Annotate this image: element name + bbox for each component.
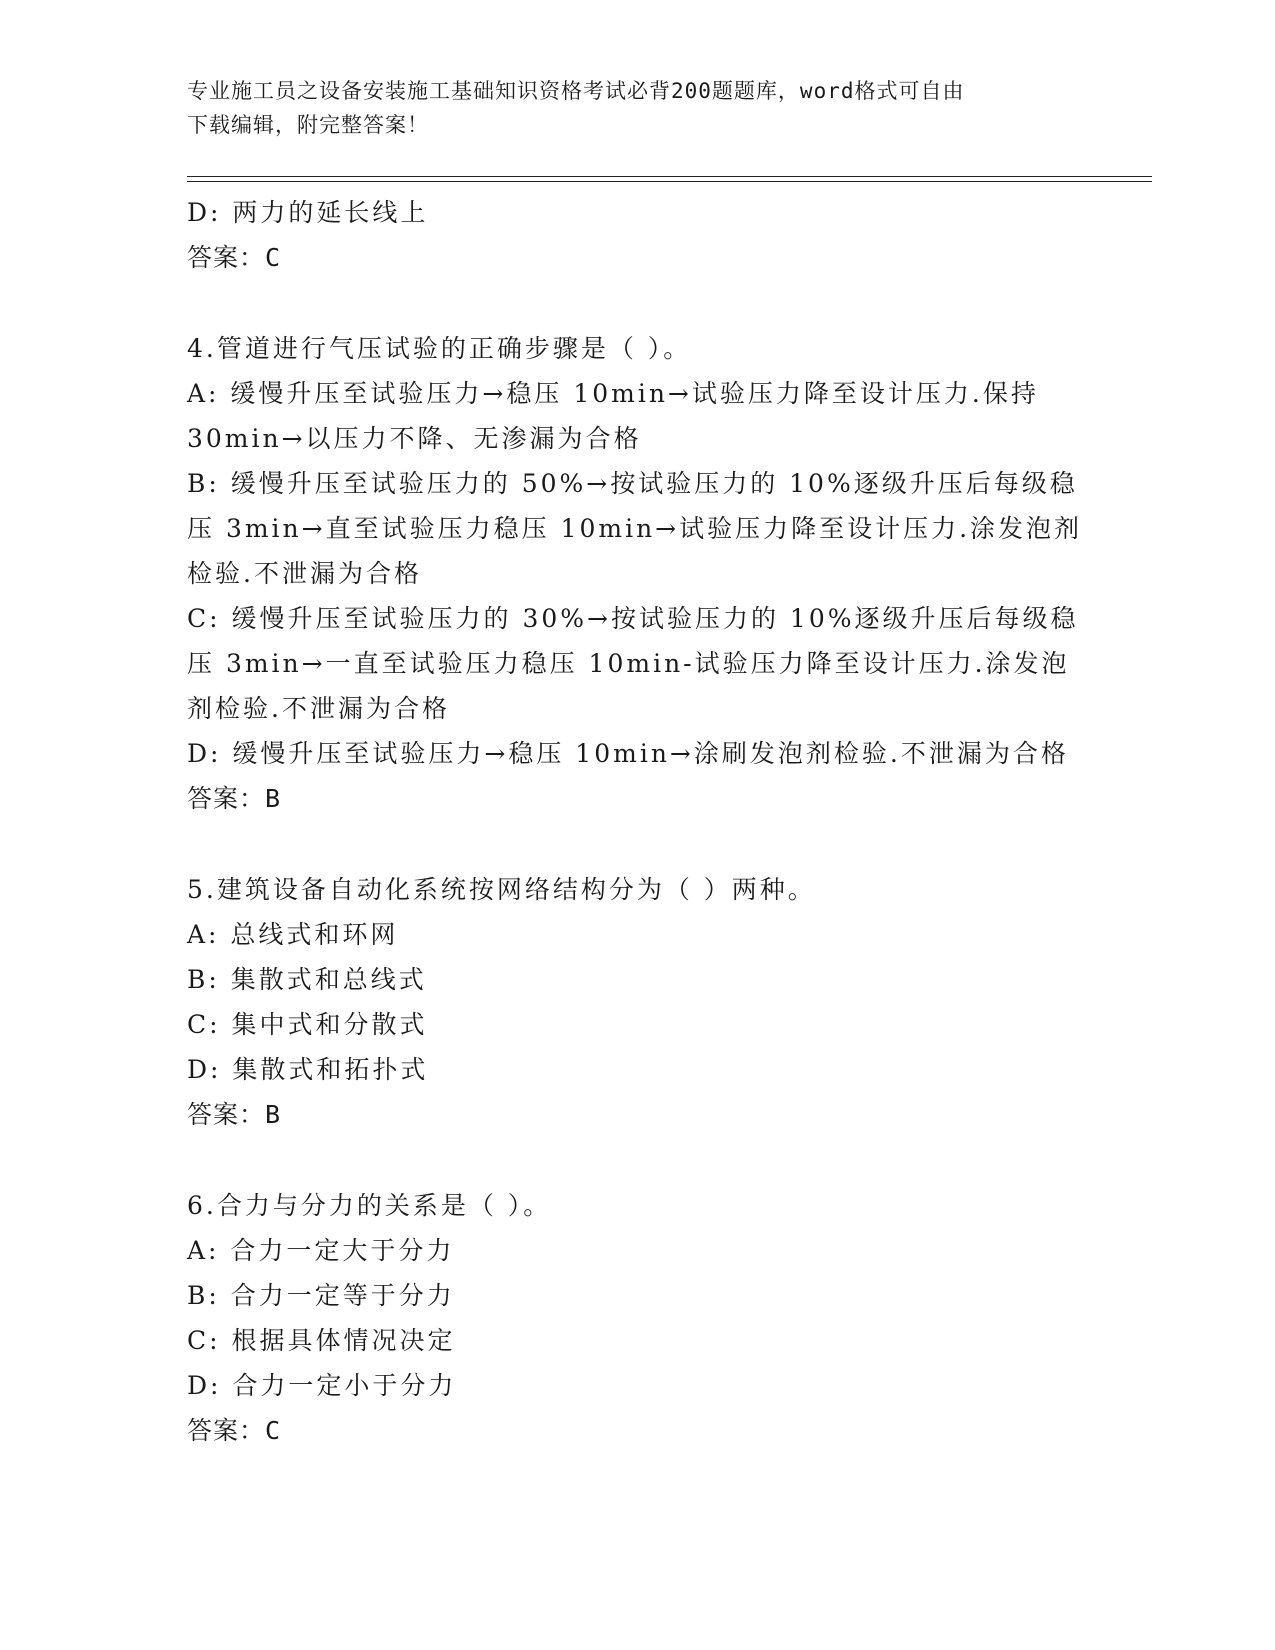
q5-answer: 答案：B — [187, 1100, 282, 1129]
q5-option-c: C: 集中式和分散式 — [187, 1010, 428, 1039]
header-rule-top — [187, 176, 1152, 177]
header-rule-bottom — [187, 181, 1152, 182]
q4-option-a-line-2: 30min→以压力不降、无渗漏为合格 — [187, 424, 642, 453]
q4-answer: 答案：B — [187, 784, 282, 813]
q4-option-c-line-1: C: 缓慢升压至试验压力的 30%→按试验压力的 10%逐级升压后每级稳 — [187, 604, 1079, 633]
q5-question: 5.建筑设备自动化系统按网络结构分为（ ）两种。 — [187, 875, 816, 904]
q6-question: 6.合力与分力的关系是（ ）。 — [187, 1191, 552, 1220]
q4-question: 4.管道进行气压试验的正确步骤是（ ）。 — [187, 334, 692, 363]
spacer — [187, 280, 1087, 326]
q5-option-d: D: 集散式和拓扑式 — [187, 1055, 429, 1084]
q4-option-b-line-2: 压 3min→直至试验压力稳压 10min→试验压力降至设计压力.涂发泡剂 — [187, 514, 1083, 543]
q6-option-c: C: 根据具体情况决定 — [187, 1326, 456, 1355]
q4-option-a-line-1: A: 缓慢升压至试验压力→稳压 10min→试验压力降至设计压力.保持 — [187, 379, 1039, 408]
document-body — [187, 190, 1087, 1453]
document-header — [187, 74, 1067, 142]
q4-option-b-line-3: 检验.不泄漏为合格 — [187, 559, 422, 588]
q5-option-a: A: 总线式和环网 — [187, 920, 399, 949]
q4-option-c-line-3: 剂检验.不泄漏为合格 — [187, 694, 450, 723]
q6-option-d: D: 合力一定小于分力 — [187, 1371, 457, 1400]
spacer — [187, 1137, 1087, 1183]
q3-answer: 答案：C — [187, 243, 282, 272]
q3-option-d: D: 两力的延长线上 — [187, 198, 429, 227]
q4-option-d: D: 缓慢升压至试验压力→稳压 10min→涂刷发泡剂检验.不泄漏为合格 — [187, 739, 1069, 768]
q6-answer: 答案：C — [187, 1416, 282, 1445]
header-line-1: 专业施工员之设备安装施工基础知识资格考试必背200题题库，word格式可自由 — [187, 79, 965, 103]
q6-option-b: B: 合力一定等于分力 — [187, 1281, 455, 1310]
q6-option-a: A: 合力一定大于分力 — [187, 1236, 455, 1265]
spacer — [187, 821, 1087, 867]
q4-option-b-line-1: B: 缓慢升压至试验压力的 50%→按试验压力的 10%逐级升压后每级稳 — [187, 469, 1078, 498]
header-line-2: 下载编辑，附完整答案！ — [187, 113, 429, 137]
q4-option-c-line-2: 压 3min→一直至试验压力稳压 10min-试验压力降至设计压力.涂发泡 — [187, 649, 1070, 678]
q5-option-b: B: 集散式和总线式 — [187, 965, 427, 994]
